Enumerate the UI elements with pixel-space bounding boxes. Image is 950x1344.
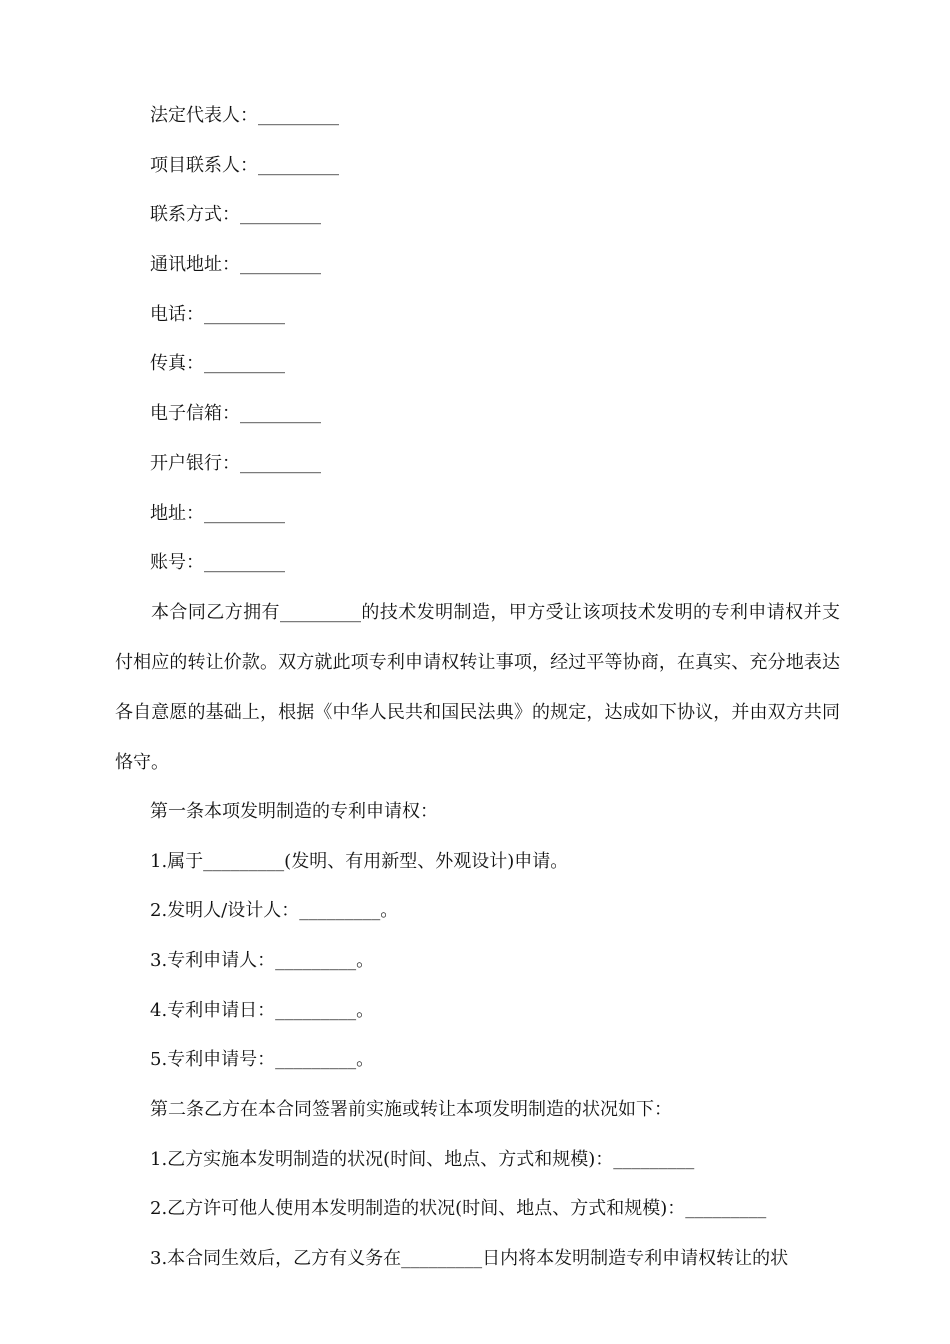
article-2-item-3: 3.本合同生效后，乙方有义务在_________日内将本发明制造专利申请权转让的状 (150, 1248, 789, 1269)
intro-paragraph: 本合同乙方拥有_________的技术发明制造，甲方受让该项技术发明的专利申请权并支付相应的转让价款。双方就此项专利申请权转让事项，经过平等协商，在真实、充分地表达各自意愿的基础上，根据《中华人民共和国民法典》的规定，达成如下协议，并由双方共同恪守。 (115, 602, 840, 773)
article-2-item-2: 2.乙方许可他人使用本发明制造的状况(时间、地点、方式和规模)：_________ (150, 1198, 767, 1219)
article-1-item-3: 3.专利申请人：_________。 (150, 950, 375, 971)
article-1-item-5: 5.专利申请号：_________。 (150, 1049, 375, 1070)
article-1-item-4: 4.专利申请日：_________。 (150, 1000, 375, 1021)
account-number-field: 账号：_________ (150, 552, 285, 573)
fax-field: 传真：_________ (150, 353, 285, 374)
bank-field: 开户银行：_________ (150, 453, 321, 474)
phone-field: 电话：_________ (150, 304, 285, 325)
address-field: 地址：_________ (150, 503, 285, 524)
article-1-item-2: 2.发明人/设计人：_________。 (150, 900, 399, 921)
article-1-item-1: 1.属于_________(发明、有用新型、外观设计)申请。 (150, 851, 569, 872)
email-field: 电子信箱：_________ (150, 403, 321, 424)
mailing-address-field: 通讯地址：_________ (150, 254, 321, 275)
article-1-title: 第一条本项发明制造的专利申请权： (150, 801, 438, 822)
project-contact-field: 项目联系人：_________ (150, 155, 339, 176)
article-2-item-1: 1.乙方实施本发明制造的状况(时间、地点、方式和规模)：_________ (150, 1149, 695, 1170)
legal-representative-field: 法定代表人：_________ (150, 105, 339, 126)
article-2-title: 第二条乙方在本合同签署前实施或转让本项发明制造的状况如下： (150, 1099, 672, 1120)
contact-method-field: 联系方式：_________ (150, 204, 321, 225)
